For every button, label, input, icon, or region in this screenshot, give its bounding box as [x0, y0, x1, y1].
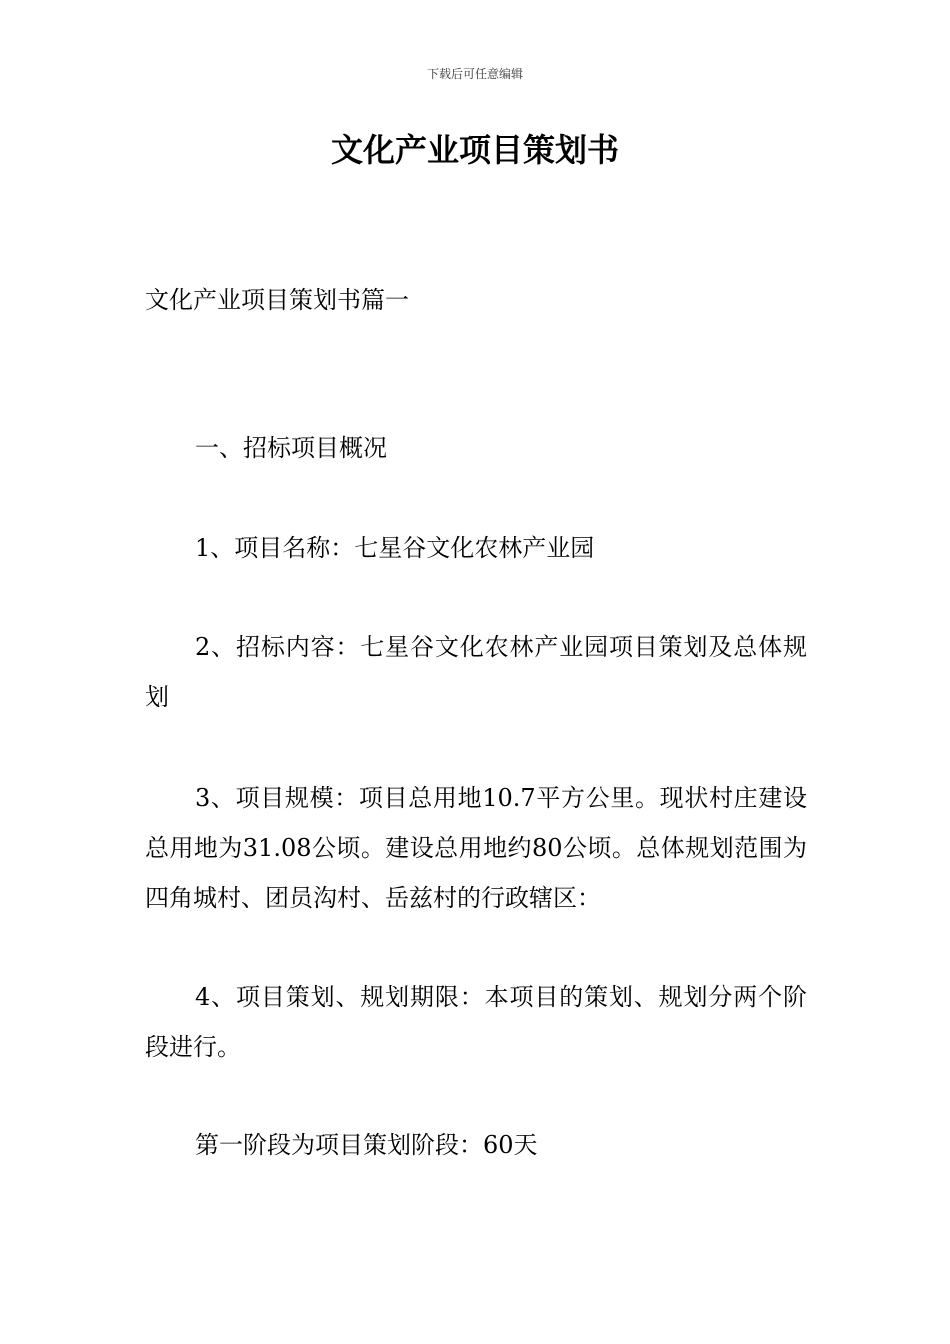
header-note: 下载后可任意编辑 [426, 67, 523, 81]
paragraph-bid-content: 2、招标内容：七星谷文化农林产业园项目策划及总体规划 [145, 633, 807, 711]
paragraph-project-scale: 3、项目规模：项目总用地10.7平方公里。现状村庄建设总用地为31.08公顷。建设总用地约80公顷。总体规划范围为四角城村、团员沟村、岳兹村的行政辖区： [145, 784, 807, 912]
section-title: 文化产业项目策划书篇一 [145, 286, 409, 314]
paragraph-project-name: 1、项目名称：七星谷文化农林产业园 [195, 534, 595, 562]
paragraph-planning-period: 4、项目策划、规划期限：本项目的策划、规划分两个阶段进行。 [145, 983, 807, 1061]
paragraph-overview-heading: 一、招标项目概况 [195, 434, 387, 462]
paragraph-phase-one: 第一阶段为项目策划阶段：60天 [195, 1131, 538, 1159]
document-title: 文化产业项目策划书 [330, 131, 619, 169]
